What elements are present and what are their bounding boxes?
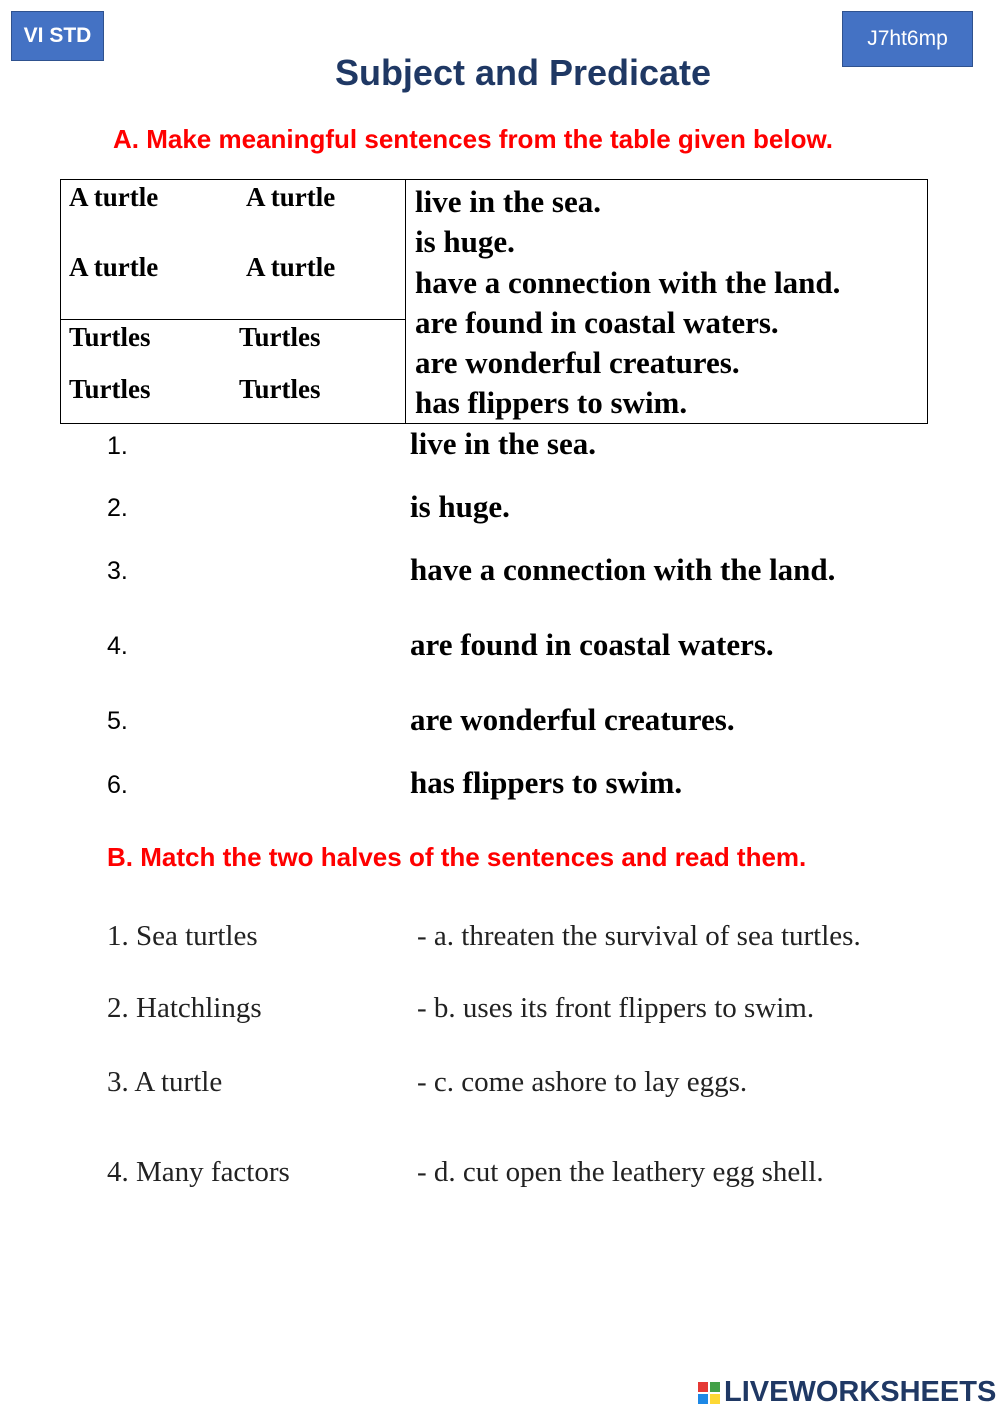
table-divider-horizontal — [61, 319, 405, 320]
predicate-item: have a connection with the land. — [415, 264, 841, 300]
answer-row-number: 5. — [107, 707, 128, 735]
match-right-item: - b. uses its front flippers to swim. — [417, 992, 815, 1024]
match-left-item: 2. Hatchlings — [107, 992, 262, 1024]
match-right-item: - a. threaten the survival of sea turtles. — [417, 920, 861, 952]
page-title: Subject and Predicate — [334, 52, 712, 93]
table-divider-vertical — [405, 180, 406, 423]
section-b-instruction: B. Match the two halves of the sentences and read them. — [107, 842, 807, 872]
logo-square-icon — [710, 1382, 720, 1392]
answer-row-predicate: have a connection with the land. — [410, 552, 836, 587]
match-left-item: 3. A turtle — [107, 1066, 223, 1098]
subject-cell: Turtles — [239, 374, 321, 404]
answer-row-number: 2. — [107, 494, 128, 522]
logo-text: LIVEWORKSHEETS — [724, 1376, 997, 1408]
predicate-item: live in the sea. — [415, 184, 601, 219]
subject-cell: A turtle — [246, 252, 336, 282]
answer-row-predicate: has flippers to swim. — [410, 765, 683, 800]
logo-square-icon — [698, 1382, 708, 1392]
sentence-table — [60, 179, 928, 424]
subject-cell: Turtles — [239, 322, 321, 352]
answer-row-number: 4. — [107, 632, 128, 660]
section-a-instruction: A. Make meaningful sentences from the table given below. — [113, 124, 833, 154]
answer-row-predicate: live in the sea. — [410, 426, 596, 461]
match-left-item: 1. Sea turtles — [107, 920, 258, 952]
logo-square-icon — [710, 1394, 720, 1404]
predicate-item: are wonderful creatures. — [415, 345, 740, 381]
class-badge: VI STD — [11, 11, 104, 61]
subject-cell: A turtle — [69, 182, 159, 212]
subject-cell: A turtle — [69, 252, 159, 282]
predicate-list — [415, 182, 840, 424]
answer-row-predicate: are found in coastal waters. — [410, 627, 774, 662]
logo-square-icon — [698, 1394, 708, 1404]
answer-row-number: 6. — [107, 771, 128, 799]
subject-cell: Turtles — [69, 322, 151, 352]
predicate-item: has flippers to swim. — [415, 385, 688, 421]
match-left-item: 4. Many factors — [107, 1156, 290, 1188]
answer-row-predicate: is huge. — [410, 489, 510, 524]
answer-row-number: 3. — [107, 557, 128, 585]
subject-cell: A turtle — [246, 182, 336, 212]
answer-row-number: 1. — [107, 432, 128, 460]
code-badge: J7ht6mp — [842, 11, 973, 67]
match-right-item: - d. cut open the leathery egg shell. — [417, 1156, 824, 1188]
answer-row-predicate: are wonderful creatures. — [410, 702, 735, 737]
predicate-item: is huge. — [415, 224, 515, 260]
predicate-item: are found in coastal waters. — [415, 304, 779, 340]
subject-cell: Turtles — [69, 374, 151, 404]
match-right-item: - c. come ashore to lay eggs. — [417, 1066, 748, 1098]
liveworksheets-logo — [698, 1376, 996, 1409]
logo-grid-icon — [698, 1382, 720, 1404]
